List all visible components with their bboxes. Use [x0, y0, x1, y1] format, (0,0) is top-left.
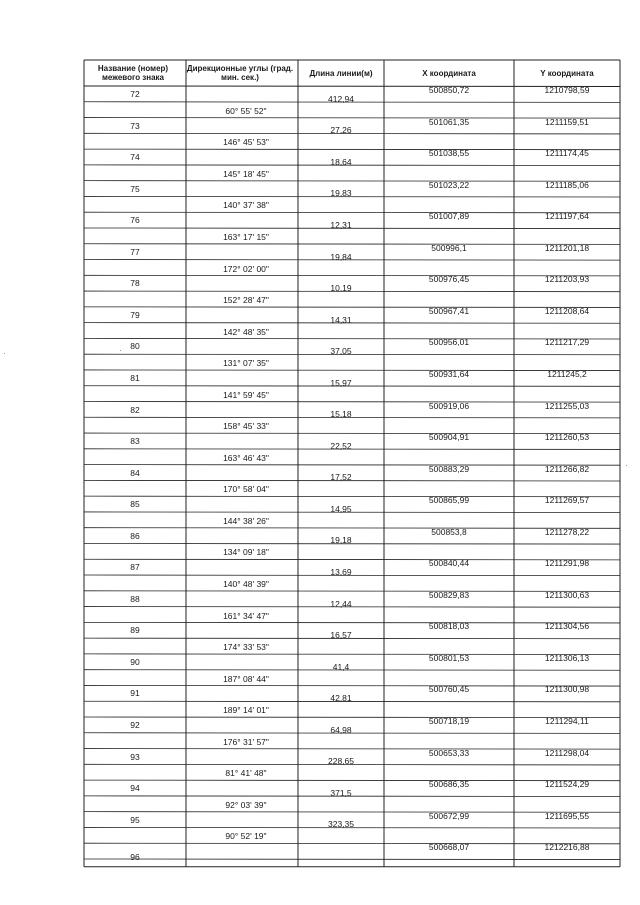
line-length: 64,98	[330, 724, 352, 735]
line-length: 14,95	[330, 503, 352, 514]
y-coordinate: 1211278,22	[544, 526, 590, 537]
x-coordinate: 500919,06	[428, 400, 470, 411]
point-name: 91	[130, 688, 140, 699]
direction-angle: 163° 17' 15"	[223, 231, 269, 242]
scan-speck	[4, 353, 5, 354]
x-coordinate: 500686,35	[428, 779, 470, 790]
line-length: 15,18	[330, 409, 352, 420]
direction-angle: 152° 28' 47"	[223, 295, 269, 306]
point-name: 87	[130, 562, 140, 573]
y-coordinate: 1211306,13	[544, 652, 590, 663]
line-length: 41,4	[332, 661, 350, 672]
line-length: 19,18	[330, 535, 352, 546]
point-name: 92	[130, 720, 140, 730]
point-name: 72	[130, 89, 140, 99]
direction-angle: 92° 03' 39"	[225, 799, 267, 810]
y-coordinate: 1211203,93	[544, 274, 590, 285]
y-coordinate: 1211159,51	[545, 116, 589, 127]
direction-angle: 176° 31' 57"	[223, 736, 269, 747]
point-name: 88	[130, 593, 140, 604]
y-coordinate: 1211266,82	[544, 463, 590, 474]
x-coordinate: 500718,19	[428, 716, 470, 726]
point-name: 79	[130, 309, 140, 320]
y-coordinate: 1211201,18	[544, 242, 590, 253]
x-coordinate: 500760,45	[428, 684, 470, 695]
y-coordinate: 1210798,59	[544, 85, 590, 95]
x-coordinate: 500956,01	[428, 337, 470, 348]
header-length: Длина линии(м)	[309, 68, 373, 78]
line-length: 37,05	[330, 346, 352, 357]
direction-angle: 144° 38' 26"	[223, 515, 269, 526]
point-name: 93	[130, 751, 140, 762]
header-y: Y координата	[540, 68, 594, 78]
line-length: 228,65	[328, 756, 354, 767]
x-coordinate: 500996,1	[431, 242, 467, 253]
y-coordinate: 1211208,64	[544, 305, 590, 316]
y-coordinate: 1211185,06	[545, 179, 589, 190]
direction-angle: 158° 45' 33"	[223, 421, 269, 432]
y-coordinate: 1211294,11	[545, 716, 589, 726]
direction-angle: 90° 52' 19"	[225, 831, 267, 842]
line-length: 412,94	[328, 93, 354, 104]
direction-angle: 141° 59' 45"	[223, 389, 269, 400]
scan-speck	[626, 465, 627, 466]
y-coordinate: 1211260,53	[544, 432, 590, 443]
x-coordinate: 500818,03	[428, 621, 470, 632]
direction-angle: 140° 48' 39"	[223, 579, 269, 590]
point-name: 80	[130, 341, 140, 352]
y-coordinate: 1211197,64	[545, 211, 589, 222]
line-length: 323,35	[328, 819, 354, 830]
y-coordinate: 1211304,56	[544, 621, 590, 632]
line-length: 19,84	[330, 251, 352, 262]
direction-angle: 187° 08' 44"	[223, 673, 269, 684]
direction-angle: 146° 45' 53"	[223, 137, 269, 148]
x-coordinate: 500883,29	[428, 463, 470, 474]
line-length: 13,69	[330, 567, 352, 578]
line-length: 12,44	[330, 598, 352, 609]
y-coordinate: 1211269,57	[544, 495, 590, 506]
y-coordinate: 1211217,29	[544, 337, 590, 348]
direction-angle: 174° 33' 53"	[223, 642, 269, 653]
x-coordinate: 500840,44	[428, 558, 470, 569]
x-coordinate: 500668,07	[428, 842, 470, 853]
y-coordinate: 1211298,04	[544, 747, 590, 758]
direction-angle: 131° 07' 35"	[223, 358, 269, 369]
header-x: X координата	[422, 68, 476, 78]
x-coordinate: 500904,91	[428, 432, 470, 443]
x-coordinate: 501023,22	[428, 179, 470, 190]
y-coordinate: 1211524,29	[544, 779, 590, 790]
point-name: 89	[130, 625, 140, 636]
y-coordinate: 1211291,98	[544, 558, 590, 569]
point-name: 82	[130, 404, 140, 415]
point-name: 90	[130, 656, 140, 667]
y-coordinate: 1211174,45	[545, 148, 589, 159]
direction-angle: 163° 46' 43"	[223, 452, 269, 463]
point-name: 85	[130, 499, 140, 510]
x-coordinate: 500672,99	[428, 810, 470, 821]
x-coordinate: 501007,89	[428, 211, 470, 222]
point-name: 73	[130, 120, 140, 131]
point-name: 86	[130, 530, 140, 541]
y-coordinate: 1211300,98	[544, 684, 590, 695]
point-name: 95	[130, 814, 140, 825]
x-coordinate: 501061,35	[428, 116, 470, 127]
line-length: 18,64	[330, 156, 352, 167]
x-coordinate: 500931,64	[428, 368, 470, 379]
point-name: 74	[130, 152, 140, 163]
direction-angle: 81° 41' 48"	[225, 768, 267, 779]
x-coordinate: 500801,53	[428, 652, 470, 663]
direction-angle: 60° 55' 52"	[225, 105, 267, 116]
x-coordinate: 500850,72	[428, 85, 470, 95]
point-name: 96	[130, 852, 140, 863]
x-coordinate: 500865,99	[428, 495, 470, 506]
direction-angle: 161° 34' 47"	[223, 610, 269, 621]
line-length: 27,26	[330, 125, 352, 136]
point-name: 78	[130, 278, 140, 289]
y-coordinate: 1211695,55	[544, 810, 590, 821]
x-coordinate: 500829,83	[428, 589, 470, 600]
line-length: 12,31	[330, 219, 352, 230]
direction-angle: 189° 14' 01"	[223, 705, 269, 716]
direction-angle: 172° 02' 00"	[223, 263, 269, 274]
line-length: 15,97	[330, 377, 352, 388]
y-coordinate: 1212216,88	[544, 842, 590, 853]
header-name: Название (номер) межевого знака	[97, 64, 169, 82]
line-length: 42,81	[330, 693, 352, 704]
x-coordinate: 500853,8	[431, 526, 467, 537]
x-coordinate: 500976,45	[428, 274, 470, 285]
point-name: 84	[130, 467, 140, 478]
line-length: 17,52	[330, 472, 352, 483]
y-coordinate: 1211255,03	[544, 400, 590, 411]
line-length: 371,5	[330, 787, 352, 798]
scan-speck	[120, 350, 121, 351]
line-length: 14,31	[330, 314, 352, 325]
line-length: 16,57	[330, 630, 352, 641]
direction-angle: 142° 48' 35"	[223, 326, 269, 337]
direction-angle: 140° 37' 38"	[223, 200, 269, 211]
x-coordinate: 500653,33	[428, 747, 470, 758]
direction-angle: 145° 18' 45"	[223, 168, 269, 179]
y-coordinate: 1211245,2	[547, 368, 587, 379]
direction-angle: 134° 09' 18"	[223, 547, 269, 558]
point-name: 81	[130, 372, 140, 383]
point-name: 83	[130, 436, 140, 447]
line-length: 22,52	[330, 440, 352, 451]
x-coordinate: 501038,55	[428, 148, 470, 159]
direction-angle: 170° 58' 04"	[223, 484, 269, 495]
line-length: 19,83	[330, 188, 352, 199]
header-angle: Дирекционные углы (град. мин. сек.)	[186, 64, 294, 82]
point-name: 94	[130, 783, 140, 794]
point-name: 76	[130, 215, 140, 226]
point-name: 75	[130, 183, 140, 194]
line-length: 10,19	[330, 283, 352, 294]
point-name: 77	[130, 246, 140, 257]
x-coordinate: 500967,41	[428, 305, 470, 316]
y-coordinate: 1211300,63	[544, 589, 590, 600]
